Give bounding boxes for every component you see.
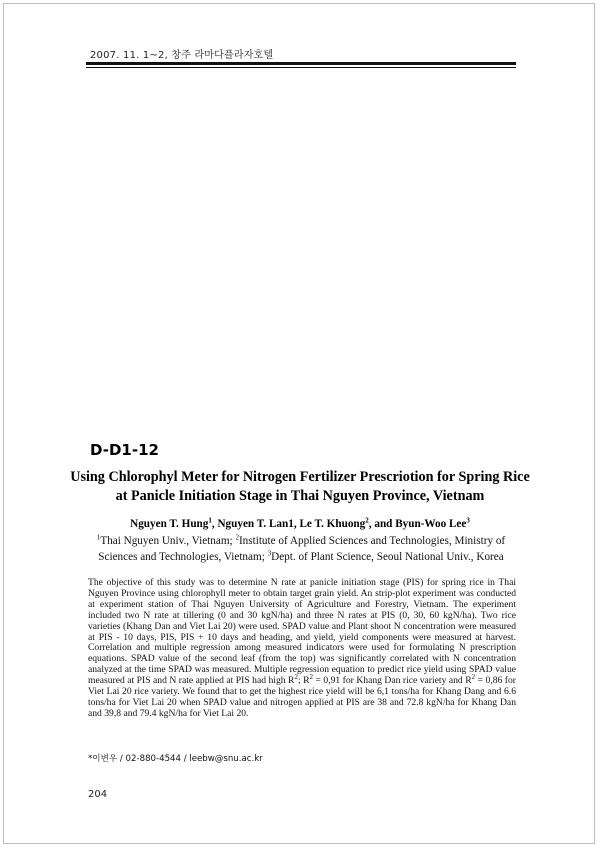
r-squared-sup: 2: [294, 672, 298, 681]
affiliation-text: Thai Nguyen Univ., Vietnam;: [100, 535, 236, 547]
affiliation-sup: 3: [267, 549, 272, 558]
affiliation-text: Dept. of Plant Science, Seoul National Univ., Korea: [271, 551, 504, 563]
author-name: Nguyen T. Lan1: [217, 518, 294, 530]
affiliation-sup: 2: [235, 533, 239, 542]
author-separator: , and: [368, 518, 396, 530]
affiliations: [86, 533, 516, 565]
abstract-text: The objective of this study was to determine N rate at panicle initiation stage (PIS) for spring rice in Thai Nguyen Province using chlorophyll meter to obtain target grain yield. An strip-plot experiment was conducted at experiment station of Thai Nguyen University of Agriculture and Forestry, Vietnam. The experiment included two N rate at tillering (0 and 30 kgN/ha) and three N rates at PIS (0, 30, 60 kgN/ha). Two rice varieties (Khang Dan and Viet Lai 20) were used. SPAD value and Plant shoot N concentration were measured at PIS - 10 days, PIS, PIS + 10 days and heading, and yield, yield components were measured at harvest. Correlation and multiple regression among measured indicators were used for formulating N prescription equations. SPAD value of the second leaf (from the top) was significantly correlated with N concentration analyzed at the time SPAD was measured. Multiple regression equation to predict rice yield using SPAD value measured at PIS and N rate applied at PIS had high R: [88, 577, 516, 687]
abstract-text: = 0,91 for Khang Dan rice variety and R: [313, 675, 472, 687]
contact-line: *이변우 / 02-880-4544 / leebw@snu.ac.kr: [88, 754, 263, 764]
header-rule-thin: [86, 67, 516, 68]
author-list: [80, 518, 520, 530]
author-sup: 1: [208, 516, 212, 525]
author-sup: 3: [466, 516, 470, 525]
page-number: 204: [88, 789, 108, 800]
affiliation-text: Institute of Applied Sciences and Technologies, Ministry of Sciences and Technologies, Vietnam;: [98, 535, 506, 563]
header-rule-thick: [86, 62, 516, 65]
author-sup: 2: [365, 516, 369, 525]
r-squared-sup: 2: [471, 672, 476, 681]
r-squared-sup: 2: [309, 672, 313, 681]
abstract-text: = 0,86 for Viet Lai 20 rice variety. We found that to get the highest rice yield will be 6,1 tons/ha for Khang Dang and 6.6 tons/ha for Viet Lai 20 when SPAD value and nitrogen applied at PIS are 38 and 72.8 kgN/ha for Khang Dan and 39,8 and 79.4 kgN/ha for Viet Lai 20.: [88, 675, 516, 719]
author-name: Byun-Woo Lee: [395, 518, 467, 530]
author-name: Nguyen T. Hung: [130, 518, 209, 530]
author-separator: ,: [293, 518, 300, 530]
author-separator: ,: [211, 518, 218, 530]
conference-header: 2007. 11. 1~2, 창주 라마다플라자호텔: [90, 50, 274, 61]
paper-title: Using Chlorophyl Meter for Nitrogen Fertilizer Prescriotion for Spring Rice at Panicle Initiation Stage in Thai Nguyen Province, Vietnam: [70, 469, 530, 504]
affiliation-sup: 1: [96, 533, 101, 542]
abstract: [88, 578, 516, 720]
author-name: Le T. Khuong: [299, 518, 366, 530]
abstract-text: ; R: [297, 675, 310, 687]
paper-code: D-D1-12: [90, 441, 159, 459]
